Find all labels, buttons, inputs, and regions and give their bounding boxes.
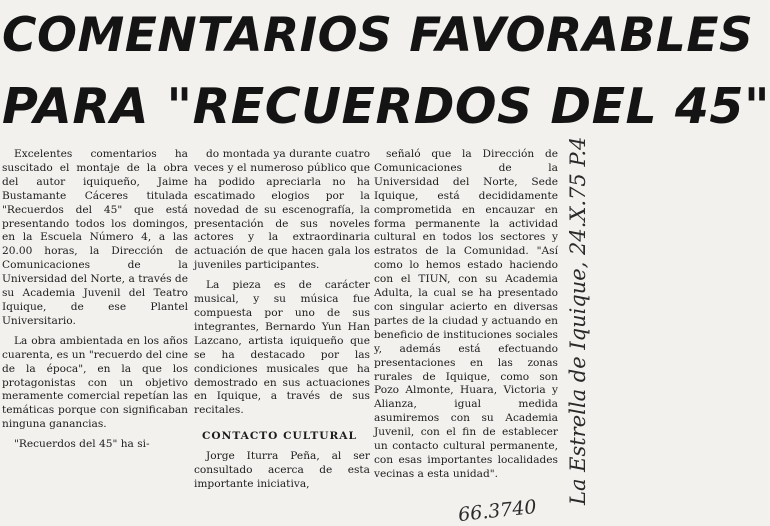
article-paragraph: "Recuerdos del 45" ha si- [14,438,150,451]
article-paragraph: señaló que la Dirección de Comunicaciones de la Universidad del Norte, Sede Iquique, está decididamente comprometida en encauzar en forma permanente la actividad cultural en todos los sectores y estratos de la Comunidad. "Así como lo hemos estado haciendo con el TIUN, con su Academia Adulta, la cual se ha presentado con singular acierto en diversas partes de la ciudad y actuando en beneficio de instituciones sociales y, además está efectuando presentaciones en las zonas rurales de Iquique, como son Pozo Almonte, Huara, Victoria y Alianza, igual medida asumiremos con su Academia Juvenil, con el fin de establecer un contacto cultural permanente, con esas importantes localidades vecinas a esta unidad". [374,148,558,480]
article-paragraph: La obra ambientada en los años cuarenta, es un "recuerdo del cine de la época", en la que los protagonistas con un objetivo meramente comercial repetían las temáticas porque con significaban ninguna ganancias. [2,334,188,431]
section-subheading: CONTACTO CULTURAL [202,430,357,443]
handwritten-catalog-number: 66.3740 [457,495,538,526]
article-paragraph: Excelentes comentarios ha suscitado el montaje de la obra del autor iquiqueño, Jaime Bustamante Cáceres titulada "Recuerdos del 45" que está presentando todos los domingos, en la Escuela Número 4, a las 20.00 horas, la Dirección de Comunicaciones de la Universidad del Norte, a través de su Academia Juvenil del Teatro Iquique, de ese Plantel Universitario. [2,148,188,327]
handwritten-source-note: La Estrella de Iquique, 24.X.75 P.4 [566,136,590,505]
headline-line-1: COMENTARIOS FAVORABLES [2,8,754,63]
article-column-1 [2,148,188,452]
article-column-3 [374,148,558,482]
article-paragraph: Jorge Iturra Peña, al ser consultado acerca de esta importante iniciativa, [194,450,370,490]
article-column-2 [194,148,370,492]
headline-line-2: PARA "RECUERDOS DEL 45" [2,78,770,135]
article-paragraph: do montada ya durante cuatro veces y el numeroso público que ha podido apreciarla no ha escatimado elogios por la novedad de su escenografía, la presentación de sus noveles actores y la extraordinaria actuación de que hacen gala los juveniles participantes. [194,148,370,272]
article-paragraph: La pieza es de carácter musical, y su música fue compuesta por uno de sus integrantes, Bernardo Yun Han Lazcano, artista iquiqueño que se ha destacado por las condiciones musicales que ha demostrado en sus actuaciones en Iquique, a través de sus recitales. [194,279,370,417]
